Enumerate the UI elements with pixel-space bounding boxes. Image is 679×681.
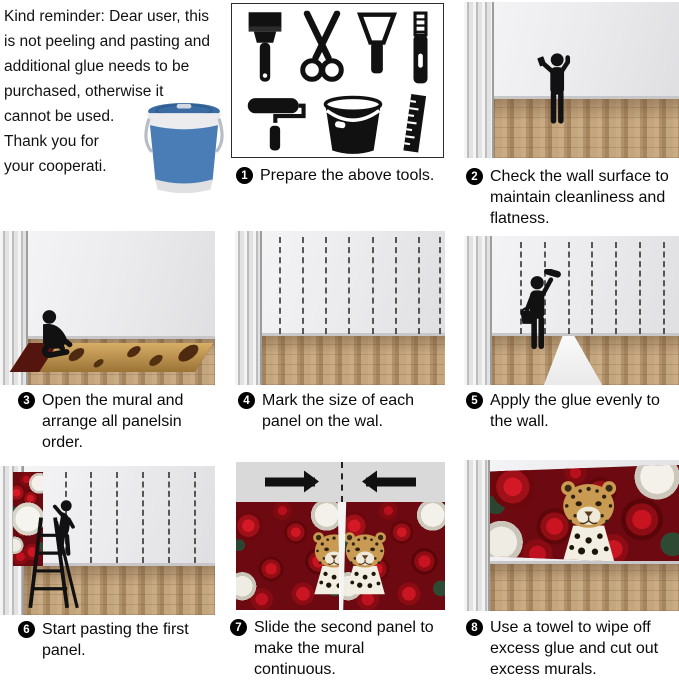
window-blinds (464, 236, 492, 385)
glue-bucket-icon (138, 97, 230, 201)
tools-row-top (238, 10, 437, 92)
panel-guide-line (168, 472, 170, 563)
step-caption-text: Mark the size of each panel on the wal. (262, 392, 415, 430)
scraper-icon (355, 10, 399, 78)
step4-caption (238, 390, 420, 432)
mural-right-panel (342, 502, 445, 610)
panel-guide-line (348, 237, 350, 334)
person-checking-wall-icon (520, 52, 593, 130)
wood-floor (235, 336, 445, 385)
step-caption-text: Use a towel to wipe off excess glue and cut out excess murals. (490, 619, 659, 678)
reminder-line: Thank you for (4, 133, 99, 150)
step4-photo (235, 231, 445, 385)
reminder-line: cannot be used. (4, 108, 115, 125)
window-blinds (464, 460, 490, 611)
scissors-icon (297, 10, 347, 90)
panel-guide-line (279, 237, 281, 334)
panel-guide-line (639, 242, 641, 334)
wall (235, 231, 445, 336)
person-applying-glue-icon (503, 269, 576, 355)
wood-floor (464, 564, 679, 611)
leopard-mural-icon (302, 506, 339, 610)
panel-guide-line (615, 242, 617, 334)
step-number-badge: 7 (230, 619, 247, 636)
step-caption-text: Slide the second panel to make the mural continuous. (254, 619, 434, 678)
paint-roller-icon (240, 94, 312, 156)
step-caption-text: Start pasting the first panel. (42, 621, 189, 659)
panel-guide-line (663, 242, 665, 334)
step3-photo (0, 231, 215, 385)
window-blinds (235, 231, 262, 385)
panel-guide-line (395, 237, 397, 334)
reminder-line: is not peeling and pasting and (4, 33, 210, 50)
step8-caption (466, 617, 666, 680)
panel-guide-line (142, 472, 144, 563)
utility-knife-icon (408, 10, 433, 88)
step-caption-text: Prepare the above tools. (260, 167, 435, 184)
tools-row-bottom (238, 92, 437, 156)
slide-guide-strip (236, 462, 445, 503)
step-number-badge: 1 (236, 167, 253, 184)
reminder-line: purchased, otherwise it (4, 83, 164, 100)
panel-guide-line (116, 472, 118, 563)
step5-photo (464, 236, 679, 385)
kind-reminder-block (4, 4, 228, 226)
panel-guide-line (591, 242, 593, 334)
step7-caption (230, 617, 448, 680)
window-blinds (464, 2, 494, 158)
reminder-line: Kind reminder: Dear user, this (4, 8, 210, 25)
step8-photo (464, 460, 679, 611)
step3-caption (18, 390, 190, 453)
step7-figure (236, 462, 445, 610)
step-number-badge: 2 (466, 168, 483, 185)
arrow-right-icon (265, 477, 315, 486)
arrow-left-icon (366, 477, 416, 486)
step5-caption (466, 390, 666, 432)
reminder-line: your cooperati. (4, 158, 107, 175)
mural-left-panel (236, 502, 339, 610)
seam-dashed-line (341, 462, 343, 502)
bucket-icon (316, 94, 390, 156)
step2-photo (464, 2, 679, 158)
panel-guide-line (194, 472, 196, 563)
leopard-mural-icon (342, 506, 398, 610)
step2-caption (466, 166, 678, 229)
step-number-badge: 6 (18, 621, 35, 638)
step-number-badge: 4 (238, 392, 255, 409)
step-caption-text: Check the wall surface to maintain cleanliness and flatness. (490, 168, 669, 227)
mural-panels (236, 502, 445, 610)
step-caption-text: Open the mural and arrange all panelsin order. (42, 392, 184, 451)
panel-guide-line (372, 237, 374, 334)
panel-guide-line (325, 237, 327, 334)
panel-guide-line (418, 237, 420, 334)
person-on-ladder-icon (37, 499, 93, 571)
step-caption-text: Apply the glue evenly to the wall. (490, 392, 660, 430)
panel-guide-line (302, 237, 304, 334)
step6-photo (0, 466, 215, 615)
paint-brush-icon (242, 10, 288, 92)
person-arranging-mural-icon (30, 308, 107, 360)
reminder-line: additional glue needs to be (4, 58, 190, 75)
tools-panel (231, 3, 444, 158)
panel-guide-line (439, 237, 441, 334)
step-number-badge: 8 (466, 619, 483, 636)
step-number-badge: 5 (466, 392, 483, 409)
step-number-badge: 3 (18, 392, 35, 409)
step6-caption (18, 619, 213, 661)
leopard-mural-icon (543, 472, 634, 564)
finished-mural (490, 465, 679, 565)
ruler-icon (395, 92, 435, 156)
step1-caption (236, 165, 451, 186)
